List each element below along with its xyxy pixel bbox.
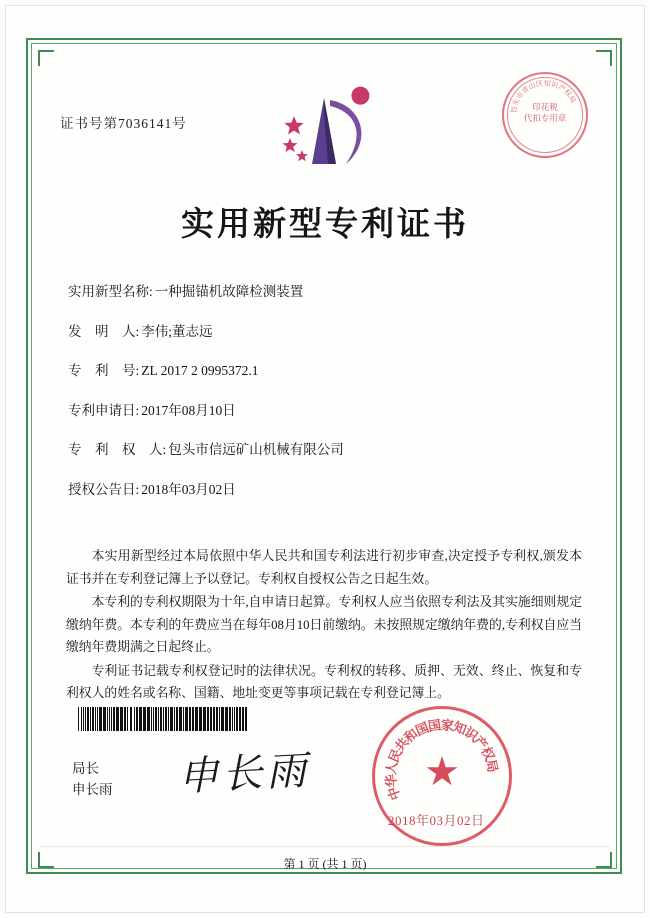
barcode-bar bbox=[83, 707, 84, 731]
field-utility-model-name-label: 实用新型名称: bbox=[68, 284, 153, 299]
field-patentee bbox=[68, 441, 578, 459]
barcode-bar bbox=[92, 707, 94, 731]
field-announcement-date-label: 授权公告日: bbox=[68, 481, 140, 497]
barcode-bar bbox=[183, 707, 184, 731]
page-title: 实用新型专利证书 bbox=[181, 204, 469, 243]
barcode-bar bbox=[85, 707, 86, 731]
barcode-bar bbox=[147, 707, 150, 731]
seal-arc-char: 人 bbox=[383, 760, 401, 776]
legal-paragraph: 本专利的专利权期限为十年,自申请日起算。专利权人应当依照专利法及其实施细则规定缴纳年费。本专利的年费应当在每年08月10日前缴纳。未按照规定缴纳年费的,专利权自应当缴纳年费期满之日起终止。 bbox=[66, 595, 582, 654]
barcode-bar bbox=[236, 707, 238, 731]
seal-arc-char: 识 bbox=[550, 80, 560, 90]
red-oval-stamp bbox=[502, 72, 588, 158]
barcode-bar bbox=[124, 707, 126, 731]
seal-arc-char: 青 bbox=[520, 84, 531, 96]
barcode-bar bbox=[216, 707, 218, 731]
seal-arc-char: 产 bbox=[556, 83, 567, 94]
barcode-bar bbox=[229, 707, 231, 731]
seal-arc-char: 知 bbox=[543, 79, 551, 88]
barcode-bar bbox=[189, 707, 191, 731]
legal-paragraph: 专利证书记载专利权登记时的法律状况。专利权的转移、质押、无效、终止、恢复和专利权人的姓名或名称、国籍、地址变更等事项记载在专利登记簿上。 bbox=[66, 663, 582, 700]
barcode-bar bbox=[95, 707, 96, 731]
barcode-bar bbox=[107, 707, 108, 731]
seal-arc-char: 山 bbox=[527, 81, 538, 92]
barcode-bar bbox=[221, 707, 224, 731]
barcode-bar bbox=[139, 707, 142, 731]
seal-arc-char: 国 bbox=[426, 717, 443, 734]
barcode-bar bbox=[203, 707, 206, 731]
seal-arc-char: 局 bbox=[483, 757, 501, 774]
barcode-bar bbox=[192, 707, 194, 731]
barcode-bar bbox=[232, 707, 233, 731]
barcode-bar bbox=[195, 707, 198, 731]
barcode-bar bbox=[210, 707, 212, 731]
seal-arc-char: 头 bbox=[511, 97, 522, 108]
field-utility-model-name-value: 一种掘锚机故障检测装置 bbox=[154, 284, 304, 299]
footer-divider bbox=[40, 846, 610, 847]
barcode-bar bbox=[111, 707, 112, 731]
barcode-bar bbox=[90, 707, 91, 731]
barcode-bar bbox=[234, 707, 235, 731]
seal-arc-char: 权 bbox=[562, 87, 573, 99]
barcode-bar bbox=[207, 707, 209, 731]
barcode-bar bbox=[116, 707, 119, 731]
barcode-bar bbox=[199, 707, 202, 731]
field-inventor bbox=[68, 323, 578, 341]
barcode-bar bbox=[109, 707, 110, 731]
page-footer: 第 1 页 (共 1 页) bbox=[283, 857, 367, 871]
certificate-number: 证书号第7036141号 bbox=[60, 116, 187, 131]
legal-text-block bbox=[66, 545, 582, 706]
seal-arc-char: 局 bbox=[567, 94, 578, 105]
field-patentee-label: 专 利 权 人: bbox=[68, 442, 167, 457]
corner-ornament-top-right bbox=[596, 50, 612, 66]
barcode-bar bbox=[179, 707, 182, 731]
seal-arc-char: 知 bbox=[451, 718, 469, 738]
seal-arc-char: 华 bbox=[383, 773, 400, 789]
barcode-bar bbox=[130, 707, 132, 731]
barcode-bar bbox=[239, 707, 241, 731]
barcode-bar bbox=[113, 707, 115, 731]
stamp-center-line-2: 代扣专用章 bbox=[523, 113, 567, 123]
barcode-bar bbox=[160, 707, 162, 731]
barcode-bar bbox=[87, 707, 89, 731]
field-application-date-value: 2017年08月10日 bbox=[141, 402, 236, 418]
barcode-bar bbox=[158, 707, 159, 731]
barcode-bar bbox=[174, 707, 175, 731]
field-patentee-value: 包头市信远矿山机械有限公司 bbox=[168, 442, 344, 457]
seal-date: 2018年03月02日 bbox=[388, 813, 485, 828]
barcode-bar bbox=[163, 707, 164, 731]
field-patent-number-label: 专 利 号: bbox=[68, 363, 140, 378]
patent-barcode bbox=[78, 707, 256, 731]
signature-block bbox=[72, 758, 113, 800]
barcode-bar bbox=[168, 707, 169, 731]
barcode-bar bbox=[120, 707, 123, 731]
barcode-bar bbox=[242, 707, 244, 731]
seal-arc-char: 包 bbox=[509, 105, 519, 114]
barcode-bar bbox=[136, 707, 138, 731]
field-inventor-label: 发 明 人: bbox=[68, 323, 140, 339]
barcode-bar bbox=[245, 707, 247, 731]
seal-arc-char: 共 bbox=[391, 734, 412, 755]
seal-arc-char: 产 bbox=[470, 733, 491, 753]
seal-arc-char: 权 bbox=[478, 744, 498, 763]
director-title-label: 局长 bbox=[72, 761, 99, 776]
field-patent-number-value: ZL 2017 2 0995372.1 bbox=[141, 363, 259, 378]
barcode-bar bbox=[78, 707, 79, 731]
barcode-bar bbox=[99, 707, 102, 731]
barcode-bar bbox=[81, 707, 82, 731]
barcode-bar bbox=[97, 707, 98, 731]
barcode-bar bbox=[213, 707, 215, 731]
seal-arc-char: 和 bbox=[401, 725, 421, 746]
stamp-center-text bbox=[521, 102, 569, 124]
barcode-bar bbox=[176, 707, 178, 731]
barcode-bar bbox=[151, 707, 152, 731]
field-utility-model-name bbox=[68, 283, 578, 301]
stamp-center-line-1: 印花税 bbox=[532, 102, 558, 112]
barcode-bar bbox=[103, 707, 106, 731]
seal-star-icon: ★ bbox=[424, 749, 460, 794]
seal-arc-char: 识 bbox=[461, 724, 481, 745]
field-patent-number bbox=[68, 362, 578, 380]
barcode-bar bbox=[170, 707, 173, 731]
field-application-date bbox=[68, 402, 578, 420]
barcode-bar bbox=[143, 707, 146, 731]
field-inventor-value: 李伟;董志远 bbox=[141, 323, 213, 339]
barcode-bar bbox=[219, 707, 220, 731]
seal-arc-char: 国 bbox=[413, 719, 432, 739]
patent-office-logo-icon bbox=[268, 80, 378, 175]
barcode-bar bbox=[134, 707, 135, 731]
field-application-date-label: 专利申请日: bbox=[68, 402, 140, 418]
corner-ornament-top-left bbox=[38, 50, 54, 66]
field-announcement-date-value: 2018年03月02日 bbox=[141, 481, 236, 497]
field-announcement-date bbox=[68, 481, 578, 499]
barcode-bar bbox=[165, 707, 167, 731]
barcode-bar bbox=[185, 707, 188, 731]
director-name-label: 申长雨 bbox=[72, 782, 113, 797]
seal-arc-char: 民 bbox=[385, 746, 405, 765]
barcode-bar bbox=[155, 707, 157, 731]
barcode-bar bbox=[127, 707, 128, 731]
director-handwritten-signature: 申长雨 bbox=[177, 747, 312, 801]
barcode-bar bbox=[225, 707, 228, 731]
legal-paragraph: 本实用新型经过本局依照中华人民共和国专利法进行初步审查,决定授予专利权,颁发本证书并在专利登记簿上予以登记。专利权自授权公告之日起生效。 bbox=[66, 549, 582, 586]
fields-list bbox=[68, 283, 578, 520]
barcode-bar bbox=[153, 707, 154, 731]
seal-arc-char: 中 bbox=[384, 784, 404, 803]
seal-arc-char: 区 bbox=[535, 79, 544, 89]
seal-arc-char: 家 bbox=[440, 717, 455, 734]
seal-arc-char: 市 bbox=[514, 90, 526, 101]
